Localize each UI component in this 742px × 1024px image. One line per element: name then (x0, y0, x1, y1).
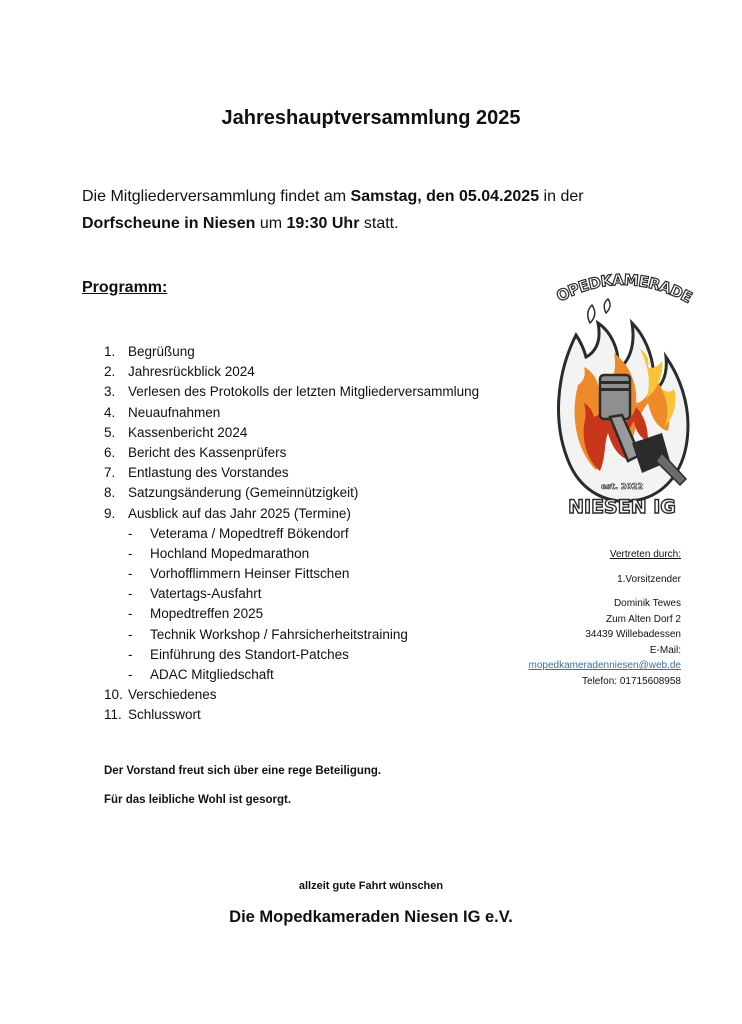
dash-marker: - (128, 525, 133, 541)
intro-text-2: in der (539, 188, 584, 205)
contact-street: Zum Alten Dorf 2 (605, 613, 681, 625)
item-text: Bericht des Kassenprüfers (128, 444, 287, 460)
intro-location: Dorfscheune in Niesen (82, 215, 256, 232)
sub-item-text: ADAC Mitgliedschaft (150, 667, 274, 682)
item-number: 10. (104, 687, 123, 703)
item-number: 8. (104, 485, 116, 501)
piston-ring-shape (600, 388, 630, 391)
item-number: 2. (104, 364, 116, 380)
sub-list-item (104, 524, 544, 544)
page-title: Jahreshauptversammlung 2025 (221, 107, 521, 129)
item-number: 11. (104, 707, 122, 723)
sub-item-text: Technik Workshop / Fahrsicherheitstraining (150, 626, 408, 642)
sub-item-text: Vorhofflimmern Heinser Fittschen (150, 566, 350, 582)
contact-name: Dominik Tewes (613, 598, 681, 609)
item-text: Kassenbericht 2024 (128, 424, 248, 440)
list-item (104, 362, 544, 382)
piston-ring-shape (600, 381, 630, 384)
sub-item-text: Veterama / Mopedtreff Bökendorf (150, 525, 349, 541)
drop-shape (588, 305, 595, 323)
list-item (104, 463, 544, 483)
programm-heading: Programm: (82, 279, 168, 296)
item-text: Neuaufnahmen (128, 404, 221, 420)
intro-text-4: statt. (359, 215, 399, 232)
intro-text-1: Die Mitgliederversammlung findet am (82, 188, 351, 205)
farewell-line: allzeit gute Fahrt wünschen (298, 880, 444, 892)
closing-note-participation: Der Vorstand freut sich über eine rege Beteiligung. (104, 765, 382, 777)
dash-marker: - (128, 545, 133, 561)
list-item (104, 423, 544, 443)
item-number: 7. (104, 465, 116, 481)
dash-marker: - (128, 586, 133, 602)
contact-role: 1.Vorsitzender (617, 573, 681, 585)
closing-note-catering: Für das leibliche Wohl ist gesorgt. (104, 794, 292, 806)
list-item (104, 342, 544, 362)
intro-paragraph (82, 183, 642, 237)
sub-item-text: Mopedtreffen 2025 (150, 606, 264, 622)
item-text: Entlastung des Vorstandes (128, 465, 289, 481)
item-text: Schlusswort (128, 707, 201, 723)
item-number: 3. (104, 384, 116, 400)
sub-item-text: Vatertags-Ausfahrt (150, 586, 262, 602)
contact-phone: Telefon: 01715608958 (582, 675, 681, 687)
represented-label: Vertreten durch: (609, 549, 681, 560)
item-text: Ausblick auf das Jahr 2025 (Termine) (128, 505, 351, 521)
item-number: 1. (104, 344, 116, 359)
dash-marker: - (128, 667, 133, 682)
list-item (104, 382, 544, 402)
item-text: Begrüßung (128, 344, 195, 359)
dash-marker: - (128, 626, 133, 642)
intro-date: Samstag, den 05.04.2025 (350, 188, 540, 205)
item-number: 4. (104, 404, 116, 420)
dash-marker: - (128, 606, 133, 622)
list-item (104, 504, 544, 524)
contact-city: 34439 Willebadessen (585, 629, 681, 640)
email-link[interactable]: mopedkameradenniesen@web.de (528, 660, 681, 671)
list-item (104, 403, 544, 423)
club-logo (548, 265, 696, 525)
email-label: E-Mail: (649, 644, 681, 656)
item-text: Jahresrückblick 2024 (128, 364, 255, 380)
sub-item-text: Hochland Mopedmarathon (150, 545, 310, 561)
contact-block (470, 547, 681, 689)
club-signature: Die Mopedkameraden Niesen IG e.V. (229, 908, 513, 926)
item-text: Verschiedenes (128, 687, 217, 703)
sub-item-text: Einführung des Standort-Patches (150, 646, 349, 662)
item-number: 5. (104, 424, 116, 440)
dash-marker: - (128, 566, 133, 582)
drop-shape (604, 299, 610, 313)
item-text: Verlesen des Protokolls der letzten Mitgliederversammlung (128, 384, 480, 400)
list-item (104, 483, 544, 503)
intro-time: 19:30 Uhr (286, 215, 360, 232)
dash-marker: - (128, 646, 133, 662)
item-number: 9. (104, 505, 116, 521)
intro-text-3: um (255, 215, 287, 232)
list-item (104, 443, 544, 463)
item-text: Satzungsänderung (Gemeinnützigkeit) (128, 485, 359, 501)
logo-bottom-text: NIESEN IG (568, 496, 676, 518)
logo-graphic (548, 265, 696, 525)
logo-top-text: OPEDKAMERADE (553, 270, 695, 307)
list-item (104, 705, 544, 725)
logo-est-text: est. 2022 (600, 482, 644, 491)
item-number: 6. (104, 444, 116, 460)
